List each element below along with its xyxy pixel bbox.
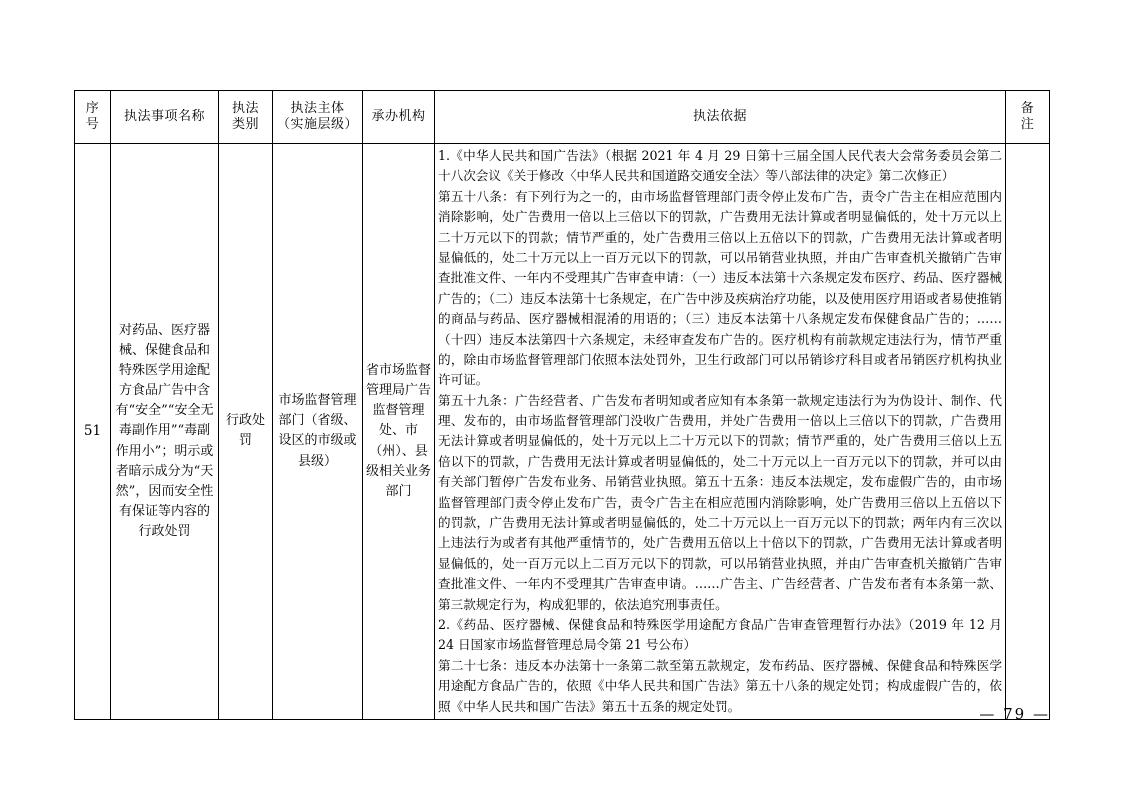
- cell-sequence-number: 51: [75, 144, 111, 720]
- cell-legal-basis: [435, 144, 1006, 720]
- cell-enforcement-subject: 市场监督管理部门（省级、设区的市级或县级）: [273, 144, 363, 720]
- column-header-basis: 执法依据: [435, 91, 1006, 144]
- table-body: [75, 144, 1050, 720]
- page-number: — 79 —: [979, 705, 1050, 723]
- legal-basis-paragraph: 2.《药品、医疗器械、保健食品和特殊医学用途配方食品广告审查管理暂行办法》（2019 年 12 月 24 日国家市场监督管理总局令第 21 号公布）: [438, 616, 1002, 653]
- column-header-type-line2: 类别: [231, 117, 259, 132]
- column-header-subject-line1: 执法主体: [290, 100, 345, 116]
- column-header-org: 承办机构: [363, 91, 435, 144]
- cell-enforcement-type: 行政处罚: [219, 144, 273, 720]
- column-header-type-line1: 执法: [231, 100, 259, 116]
- legal-basis-paragraph: 1.《中华人民共和国广告法》（根据 2021 年 4 月 29 日第十三届全国人民代表大会常务委员会第二十八次会议《关于修改〈中华人民共和国道路交通安全法〉等八部法律的决定》第二次修正）: [438, 148, 1002, 184]
- table-row: [75, 144, 1050, 720]
- column-header-seq: [75, 91, 111, 144]
- column-header-seq-line2: 号: [85, 117, 100, 132]
- cell-remark: [1006, 144, 1050, 720]
- column-header-remark-line2: 注: [1020, 117, 1035, 132]
- column-header-remark: [1006, 91, 1050, 144]
- column-header-type: [219, 91, 273, 144]
- column-header-remark-line1: 备: [1020, 100, 1035, 116]
- cell-handling-organization: 省市场监督管理局广告监督管理处、市（州）、县级相关业务部门: [363, 144, 435, 720]
- column-header-seq-line1: 序: [85, 100, 100, 116]
- column-header-subject: [273, 91, 363, 144]
- column-header-subject-line2: （实施层级）: [276, 117, 358, 132]
- table-header-row: [75, 91, 1050, 144]
- enforcement-items-table: [74, 90, 1050, 720]
- column-header-name: 执法事项名称: [111, 91, 219, 144]
- legal-basis-paragraph: 第五十九条：广告经营者、广告发布者明知或者应知有本条第一款规定违法行为为伪设计、制作、代理、发布的，由市场监督管理部门没收广告费用，并处广告费用一倍以上三倍以下的罚款，广告费用无法计算或者明显偏低的，处十万元以上二十万元以下的罚款；情节严重的，处广告费用三倍以上五倍以下的罚款，广告费用无法计算或者明显偏低的，处二十万元以上一百万元以下的罚款，并可以由有关部门暂停广告发布业务、吊销营业执照。第五十五条：违反本法规定，发布虚假广告的，由市场监督管理部门责令停止发布广告，责令广告主在相应范围内消除影响，处广告费用三倍以上五倍以下的罚款，广告费用无法计算或者明显偏低的，处二十万元以上一百万元以下的罚款；两年内有三次以上违法行为或者有其他严重情节的，处广告费用五倍以上十倍以下的罚款，广告费用无法计算或者明显偏低的，处一百万元以上二百万元以下的罚款，可以吊销营业执照，并由广告审查机关撤销广告审查批准文件、一年内不受理其广告审查申请。……广告主、广告经营者、广告发布者有本条第一款、第三款规定行为，构成犯罪的，依法追究刑事责任。: [438, 392, 1002, 612]
- table-header: [75, 91, 1050, 144]
- legal-basis-paragraph: 第五十八条：有下列行为之一的，由市场监督管理部门责令停止发布广告，责令广告主在相应范围内消除影响，处广告费用一倍以上三倍以下的罚款，广告费用无法计算或者明显偏低的，处十万元以上二十万元以下的罚款；情节严重的，处广告费用三倍以上五倍以下的罚款，广告费用无法计算或者明显偏低的，处二十万元以上一百万元以下的罚款，可以吊销营业执照，并由广告审查机关撤销广告审查批准文件、一年内不受理其广告审查申请：（一）违反本法第十六条规定发布医疗、药品、医疗器械广告的；（二）违反本法第十七条规定，在广告中涉及疾病治疗功能，以及使用医疗用语或者易使推销的商品与药品、医疗器械相混淆的用语的；（三）违反本法第十八条规定发布保健食品广告的；……（十四）违反本法第四十六条规定，未经审查发布广告的。医疗机构有前款规定违法行为，情节严重的，除由市场监督管理部门依照本法处罚外，卫生行政部门可以吊销诊疗科目或者吊销医疗机构执业许可证。: [438, 188, 1002, 388]
- cell-item-name: 对药品、医疗器械、保健食品和特殊医学用途配方食品广告中含有“安全”“安全无毒副作用”“毒副作用小”；明示或者暗示成分为“天然”，因而安全性有保证等内容的行政处罚: [111, 144, 219, 720]
- legal-basis-paragraph: 第二十七条：违反本办法第十一条第二款至第五款规定，发布药品、医疗器械、保健食品和特殊医学用途配方食品广告的，依照《中华人民共和国广告法》第五十八条的规定处罚；构成虚假广告的，依照《中华人民共和国广告法》第五十五条的规定处罚。: [438, 657, 1002, 714]
